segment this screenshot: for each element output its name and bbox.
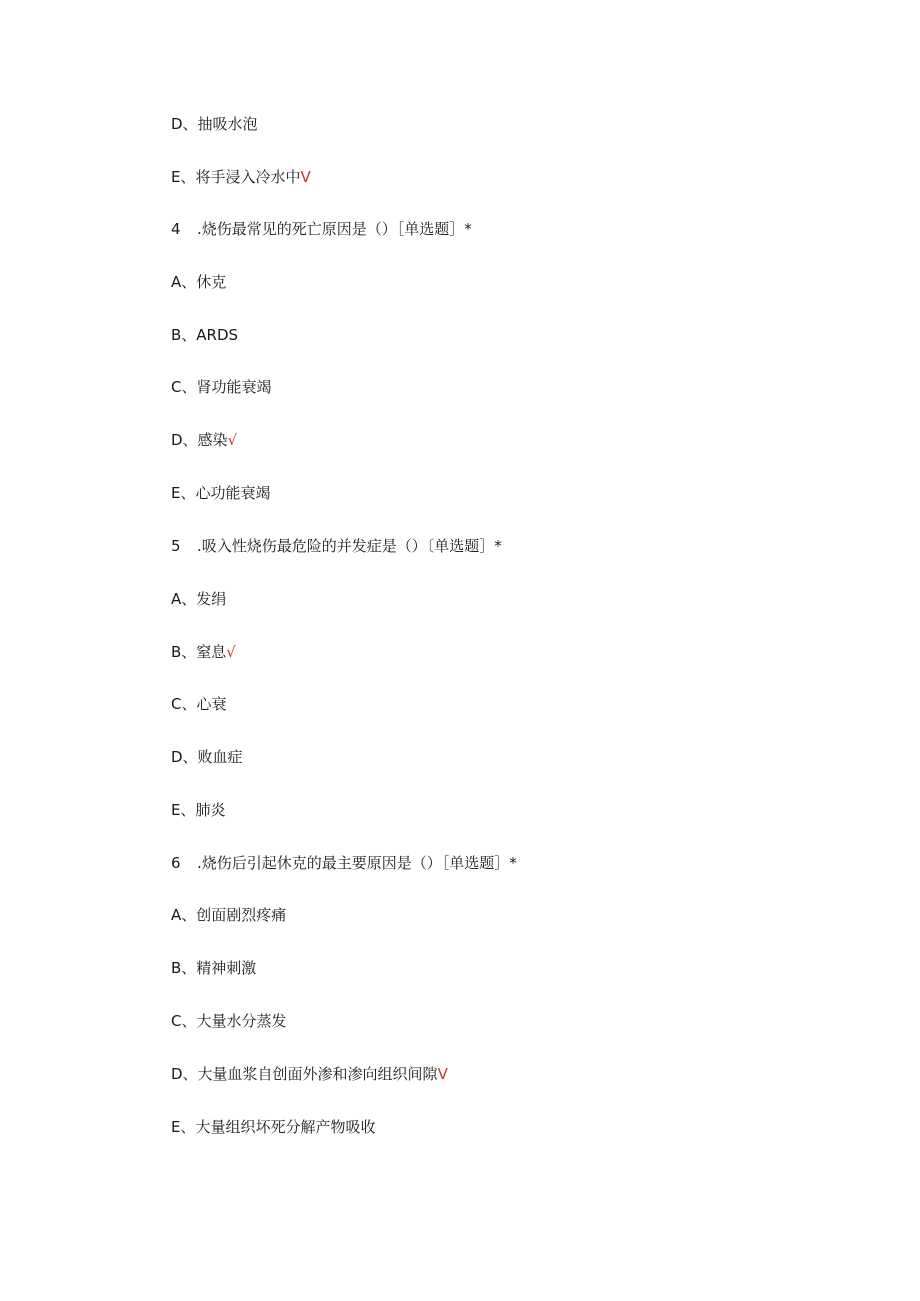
option-text: E、大量组织坏死分解产物吸收	[171, 1118, 376, 1136]
option-line	[171, 589, 226, 609]
question-line	[171, 219, 472, 239]
option-text: A、发绢	[171, 590, 227, 608]
option-text: D、抽吸水泡	[171, 115, 258, 133]
answer-mark: V	[300, 168, 311, 186]
option-line	[171, 958, 256, 978]
option-text: E、肺炎	[171, 801, 226, 819]
option-text: B、精神刺激	[171, 959, 257, 977]
option-text: E、将手浸入冷水中	[171, 168, 301, 186]
option-text: A、休克	[171, 273, 227, 291]
option-text: D、感染	[171, 431, 228, 449]
question-line	[171, 853, 517, 873]
option-line	[171, 1117, 375, 1137]
option-text: C、大量水分蒸发	[171, 1012, 287, 1030]
option-line	[171, 483, 270, 503]
answer-mark: √	[227, 431, 238, 449]
option-line	[171, 272, 226, 292]
option-line	[171, 1011, 286, 1031]
question-text: .烧伤最常见的死亡原因是（）［单选题］*	[197, 220, 472, 238]
option-line	[171, 430, 237, 450]
option-line	[171, 642, 236, 662]
option-text: E、心功能衰竭	[171, 484, 271, 502]
option-text: C、心衰	[171, 695, 227, 713]
question-number: 6	[171, 854, 181, 872]
option-text: A、创面剧烈疼痛	[171, 906, 287, 924]
option-line	[171, 694, 226, 714]
answer-mark: √	[226, 643, 236, 661]
question-number: 4	[171, 220, 181, 238]
option-text: D、败血症	[171, 748, 243, 766]
option-line	[171, 747, 243, 767]
option-text: D、大量血浆自创面外渗和渗向组织间隙	[171, 1065, 438, 1083]
option-line	[171, 1064, 448, 1084]
question-text: .吸入性烧伤最危险的并发症是（）〔单选题］*	[197, 537, 502, 555]
option-line	[171, 800, 225, 820]
question-number: 5	[171, 537, 181, 555]
answer-mark: V	[437, 1065, 448, 1083]
option-text: B、ARDS	[171, 326, 239, 344]
question-text: .烧伤后引起休克的最主要原因是（）［单选题］*	[197, 854, 517, 872]
option-text: B、窒息	[171, 643, 227, 661]
option-line	[171, 905, 286, 925]
option-line	[171, 114, 258, 134]
option-text: C、肾功能衰竭	[171, 378, 272, 396]
option-line	[171, 325, 238, 345]
option-line	[171, 167, 311, 187]
option-line	[171, 377, 271, 397]
question-line	[171, 536, 502, 556]
